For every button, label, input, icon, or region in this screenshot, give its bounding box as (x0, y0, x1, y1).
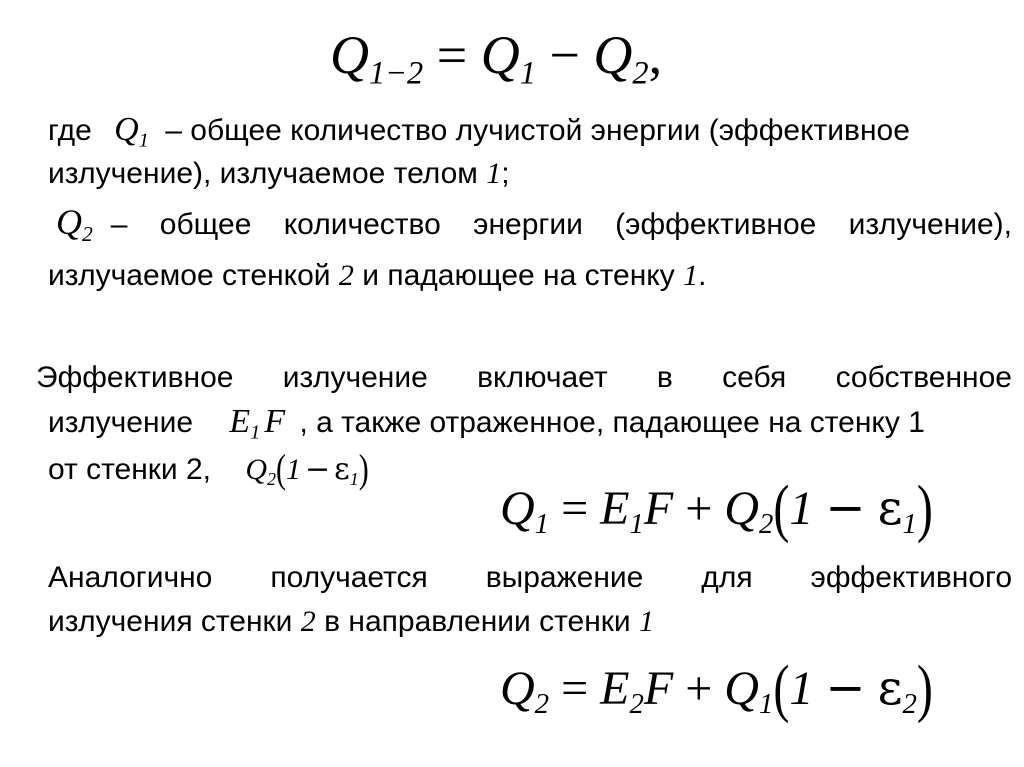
paragraph-effective-line3 (48, 448, 369, 501)
text-wall-emission: излучения стенки (48, 605, 293, 638)
text-body-number: 1 (683, 259, 699, 292)
symbol-e1f: $E_1$ F (229, 403, 286, 444)
paragraph-q2-line2 (48, 254, 706, 298)
formula-operator: − (549, 25, 580, 85)
text-where: где (48, 114, 92, 147)
text-punct: . (698, 259, 707, 292)
text-body-number: 1 (486, 157, 502, 190)
formula-subscript: 1 (519, 55, 536, 92)
text-reflected: , а также отраженное, падающее на стенку 1 (299, 406, 925, 439)
paragraph-analog-line1: Аналогично получается выражение для эффективного (48, 561, 1012, 594)
paragraph-effective-line2 (48, 400, 925, 455)
text-q2-desc-cont2: и падающее на стенку (362, 259, 675, 292)
formula-symbol: Q (480, 25, 520, 85)
text-q1-desc-cont: излучение), излучаемое телом (48, 157, 478, 190)
text-direction: в направлении стенки (324, 605, 631, 638)
formula-subscript: 1−2 (369, 55, 424, 92)
formula-operator: = (436, 25, 468, 85)
text-q1-desc: – общее количество лучистой энергии (эффективное (165, 114, 910, 147)
formula-q2: $Q_2 = E_2F + Q_1(1 - \varepsilon_2)$ (500, 652, 933, 725)
formula-subscript: 2 (632, 55, 649, 92)
formula-symbol: Q (330, 25, 369, 85)
formula-q1: $Q_1 = E_1F + Q_2(1 - \varepsilon_1)$ (500, 472, 933, 545)
formula-punct: , (648, 25, 663, 85)
symbol-q1: $Q_1$ (114, 111, 149, 152)
text-punct: ; (501, 157, 510, 190)
symbol-q2-term: $Q_2(1 - \varepsilon_1)$ (245, 447, 369, 492)
text-emission: излучение (48, 406, 194, 439)
text-from-wall: от стенки 2, (48, 453, 211, 486)
paragraph-q1-line2 (48, 152, 510, 196)
text-q2-desc-cont: излучаемое стенкой (48, 259, 331, 292)
text-q2-desc: – общее количество энергии (эффективное излучение), (110, 208, 1012, 241)
paragraph-effective-line1: Эффективное излучение включает в себя собственное (36, 361, 1012, 394)
symbol-q2: $Q_2$ (56, 202, 93, 246)
formula-symbol: Q (593, 25, 633, 85)
text-body-number: 1 (639, 605, 655, 638)
paragraph-analog-line2 (48, 600, 654, 644)
paragraph-q2-line1 (56, 200, 1012, 256)
text-body-number: 2 (338, 259, 354, 292)
formula-main (330, 24, 662, 104)
text-body-number: 2 (300, 605, 316, 638)
